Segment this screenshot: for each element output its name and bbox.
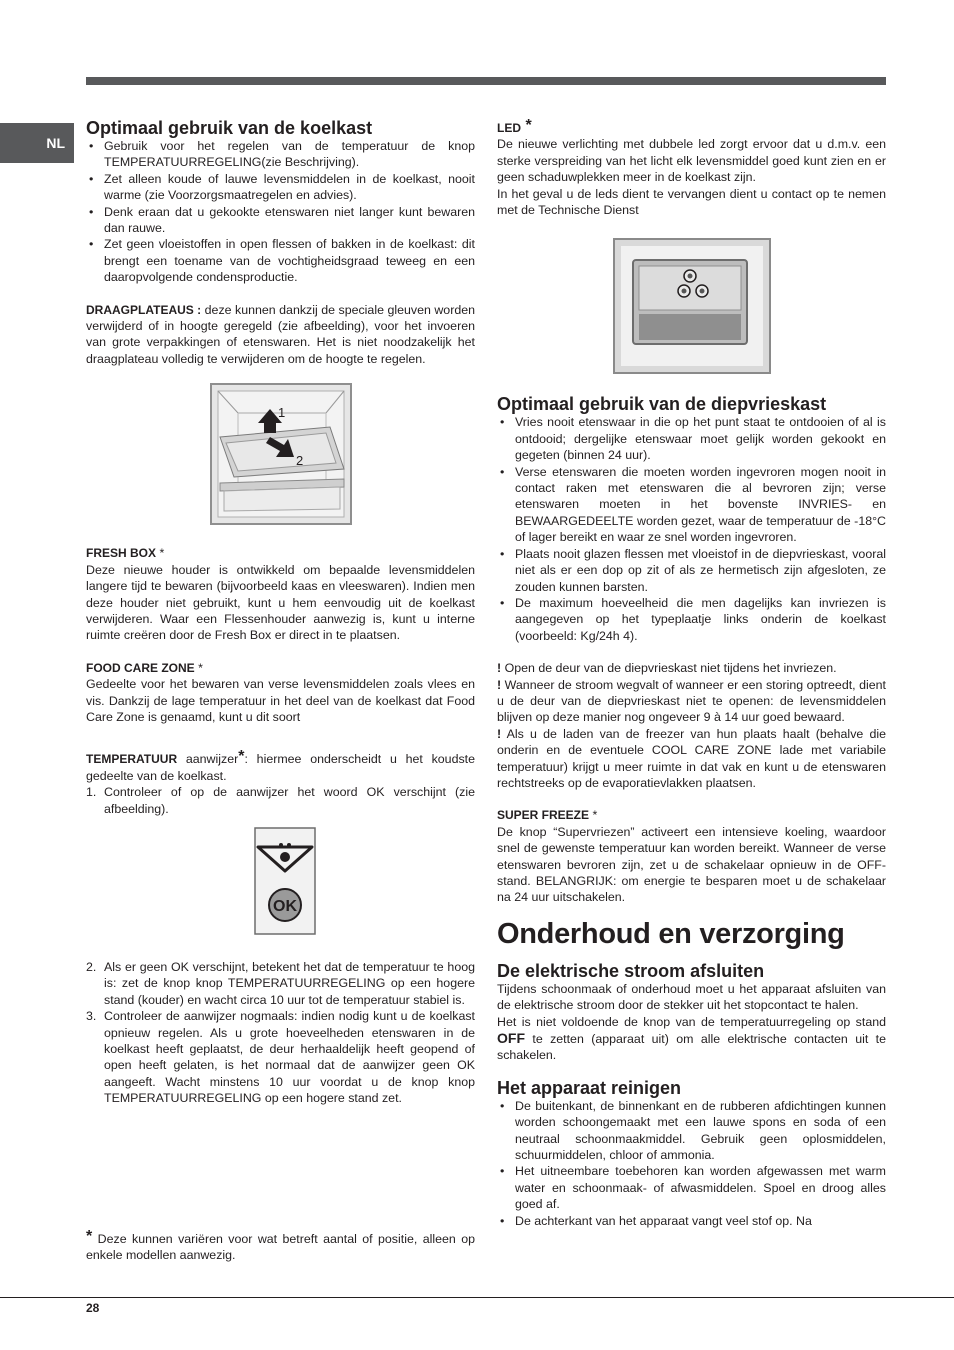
superfreeze-label: SUPER FREEZE bbox=[497, 808, 590, 823]
power-heading: De elektrische stroom afsluiten bbox=[497, 960, 765, 981]
ok-label: OK bbox=[273, 897, 297, 915]
freshbox-star: * bbox=[156, 546, 165, 561]
list-item: • De achterkant van het apparaat vangt veel stof op. Na bbox=[497, 1213, 886, 1229]
page-number: 28 bbox=[86, 1301, 100, 1315]
fridge-heading: Optimaal gebruik van de koelkast bbox=[86, 118, 373, 138]
step-number: 2. bbox=[86, 959, 97, 974]
power-text-2 bbox=[497, 1014, 886, 1064]
shelves-label: DRAAGPLATEAUS : bbox=[86, 302, 202, 317]
step-text: Als er geen OK verschijnt, betekent het dat de temperatuur te hoog is: zet de knop knop TEMPERATUURREGELING op een hogere stand (kouder) en wacht circa 10 uur tot de temperatuur stabiel is. bbox=[104, 959, 475, 1007]
power-text-2a: Het is niet voldoende de knop van de temperatuurregeling op stand bbox=[497, 1014, 886, 1029]
temperature-text: : hiermee onderscheidt u het koudste gedeelte van de koelkast. bbox=[86, 752, 475, 783]
temperature-label: TEMPERATUUR bbox=[86, 752, 178, 767]
freshbox-text: Deze nieuwe houder is ontwikkeld om bepaalde levensmiddelen langere tijd te bewaren (bijvoorbeeld kaas en vleeswaren). Indien men deze houder niet gebruikt, kunt u hem eenvoudig uit de koelkast verwijderen. Waar een Flessenhouder aanwezig is, kunt u interne ruimte creëren door de Fresh Box er direct in te plaatsen. bbox=[86, 562, 475, 643]
foodcare-label: FOOD CARE ZONE bbox=[86, 660, 195, 675]
shelf-illustration bbox=[210, 383, 352, 525]
warning-1 bbox=[497, 660, 886, 676]
bottom-rule bbox=[0, 1297, 954, 1298]
step-text: Controleer de aanwijzer nogmaals: indien nodig kunt u de koelkast opnieuw regelen. Als u grote hoeveelheden etenswaren in de koelkast heeft geplaatst, de deur herhaaldelijk heeft geopend of open heeft gelaten, is het normaal dat de aanwijzer geen OK aangeeft. Wacht minstens 10 uur voordat u de knop knop TEMPERATUURREGELING op een hogere stand zet. bbox=[104, 1009, 475, 1106]
list-item: • De buitenkant, de binnenkant en de rubberen afdichtingen kunnen worden schoongemaakt met een lauwe spons en soda of een neutraal schoonmaakmiddel. Gebruik geen oplosmiddelen, schuurmiddelen, chloor of ammonia. bbox=[497, 1098, 886, 1164]
freezer-heading: Optimaal gebruik van de diepvrieskast bbox=[497, 394, 827, 415]
warning-text: Wanneer de stroom wegvalt of wanneer er een storing optreedt, dient u de deur van de diepvrieskast niet te openen: de levensmiddelen blijven op deze manier nog ongeveer 9 à 14 uur goed bewaard. bbox=[497, 677, 886, 725]
superfreeze-title bbox=[497, 807, 886, 823]
superfreeze-text: De knop “Supervriezen” activeert een intensieve koeling, waardoor snel de gewenste temperatuur kan worden bereikt. Wanneer de verse etenswaren bevroren zijn, zet u de schakelaar opnieuw in de OFF-stand. BELANGRIJK: om energie te besparen moet u de schakelaar na 24 uur uitschakelen. bbox=[497, 824, 886, 905]
fridge-bullet-list bbox=[86, 138, 475, 286]
list-item bbox=[86, 1008, 475, 1106]
step-text: Controleer of op de aanwijzer het woord OK verschijnt (zie afbeelding). bbox=[104, 785, 475, 816]
warning-mark: ! bbox=[497, 677, 502, 692]
list-item: • Het uitneembare toebehoren kan worden afgewassen met warm water en schoonmaak- of afwasmiddelen. Spoel en droog alles goed af. bbox=[497, 1163, 886, 1212]
shelf-fig-label-2: 2 bbox=[296, 453, 304, 469]
right-column bbox=[497, 118, 886, 1229]
warning-mark: ! bbox=[497, 661, 502, 676]
shelves-text: deze kunnen dankzij de speciale gleuven worden verwijderd of in hoogte geregeld (zie afbeelding), voor het invoeren van grote verpakkingen of etenswaren. Het is niet noodzakelijk het draagplateau volledig te verwijderen om de hoogte te regelen. bbox=[86, 302, 475, 366]
cleaning-heading: Het apparaat reinigen bbox=[497, 1077, 682, 1098]
freezer-bullet-list bbox=[497, 414, 886, 644]
temperature-star: * bbox=[238, 748, 245, 766]
shelves-paragraph bbox=[86, 302, 475, 368]
list-item: • Zet alleen koude of lauwe levensmiddelen in de koelkast, nooit warme (zie Voorzorgsmaatregelen en advies). bbox=[86, 171, 475, 204]
freshbox-title bbox=[86, 545, 475, 561]
step-number: 3. bbox=[86, 1009, 97, 1024]
warning-mark: ! bbox=[497, 726, 502, 741]
warning-text: Open de deur van de diepvrieskast niet tijdens het invriezen. bbox=[501, 661, 837, 676]
led-light-illustration bbox=[613, 238, 771, 374]
language-tab: NL bbox=[0, 123, 74, 163]
footnote-star: * bbox=[86, 1228, 93, 1245]
list-item: • De maximum hoeveelheid die men dagelijks kan invriezen is aangegeven op het typeplaatje links onderin de koelkast (voorbeeld: Kg/24h 4). bbox=[497, 595, 886, 644]
list-item: • Vries nooit etenswaar in die op het punt staat te ontdooien of al is ontdooid; dergelijke etenswaar moet gelijk worden gekookt en gegeten (binnen 24 uur). bbox=[497, 414, 886, 463]
shelf-fig-label-1: 1 bbox=[278, 405, 286, 421]
maintenance-title: Onderhoud en verzorging bbox=[497, 917, 845, 950]
footnote-text: Deze kunnen variëren voor wat betreft aantal of positie, alleen op enkele modellen aanwezig. bbox=[86, 1232, 475, 1263]
list-item: • Gebruik voor het regelen van de temperatuur de knop TEMPERATUURREGELING(zie Beschrijving). bbox=[86, 138, 475, 171]
temperature-paragraph bbox=[86, 749, 475, 784]
off-label: OFF bbox=[497, 1030, 525, 1047]
warning-2 bbox=[497, 677, 886, 726]
foodcare-title bbox=[86, 660, 475, 676]
power-text-2b: te zetten (apparaat uit) om alle elektrische contacten uit te schakelen. bbox=[497, 1032, 886, 1063]
power-text-1: Tijdens schoonmaak of onderhoud moet u het apparaat afsluiten van de elektrische stroom door de stekker uit het stopcontact te halen. bbox=[497, 981, 886, 1013]
left-column bbox=[86, 118, 475, 1107]
list-item: • Plaats nooit glazen flessen met vloeistof in de diepvrieskast, vooral niet als er een dop op zit of als ze hermetisch zijn afgesloten, ze zouden kunnen barsten. bbox=[497, 546, 886, 595]
step-number: 1. bbox=[86, 785, 97, 800]
led-star: * bbox=[521, 117, 532, 134]
list-item: • Zet geen vloeistoffen in open flessen of bakken in de koelkast: dit brengt een toename van de vochtigheidsgraad teweeg en een daaropvolgende condensproductie. bbox=[86, 236, 475, 285]
ok-indicator-illustration bbox=[254, 827, 316, 935]
top-rule bbox=[86, 77, 886, 85]
list-item: • Denk eraan dat u gekookte etenswaren niet langer kunt bewaren dan rauwe. bbox=[86, 204, 475, 237]
warning-text: Als u de laden van de freezer van hun plaats haalt (behalve die onderin en de eventuele COOL CARE ZONE lade met variabile temperatuur) krijgt u meer ruimte in dat vak en kunt u de etenswaren rechtstreeks op de evaporatievlakken plaatsen. bbox=[497, 726, 886, 790]
list-item bbox=[86, 959, 475, 1008]
superfreeze-star: * bbox=[589, 808, 598, 823]
footnote bbox=[86, 1229, 475, 1264]
led-label: LED bbox=[497, 121, 521, 135]
cleaning-bullet-list bbox=[497, 1098, 886, 1229]
list-item: • Verse etenswaren die moeten worden ingevroren mogen nooit in contact raken met etenswaren die al bevroren zijn; verse etenswaren moeten in het bovenste INVRIES- en BEWAARGEDEELTE worden gezet, waar de temperatuur de -18°C of lager bereikt en waar ze snel worden ingevroren. bbox=[497, 464, 886, 546]
foodcare-text: Gedeelte voor het bewaren van verse levensmiddelen zoals vlees en vis. Dankzij de lage temperatuur in het deel van de koelkast dat Food Care Zone is genaamd, kunt u dit soort bbox=[86, 677, 475, 724]
warning-3 bbox=[497, 726, 886, 792]
foodcare-star: * bbox=[194, 660, 203, 675]
freshbox-label: FRESH BOX bbox=[86, 546, 157, 561]
list-item bbox=[86, 784, 475, 817]
temperature-pointer: aanwijzer bbox=[177, 752, 239, 767]
led-text-2: In het geval u de leds dient te vervangen dient u contact op te nemen met de Technische Dienst bbox=[497, 186, 886, 218]
led-title bbox=[497, 118, 886, 136]
led-text-1: De nieuwe verlichting met dubbele led zorgt ervoor dat u d.m.v. een sterke verspreiding van het licht elk levensmiddel goed kunt zien en er geen schaduwplekken meer in de koelkast zijn. bbox=[497, 137, 886, 185]
temperature-steps-list bbox=[86, 784, 475, 817]
temperature-steps-list-continued bbox=[86, 959, 475, 1107]
